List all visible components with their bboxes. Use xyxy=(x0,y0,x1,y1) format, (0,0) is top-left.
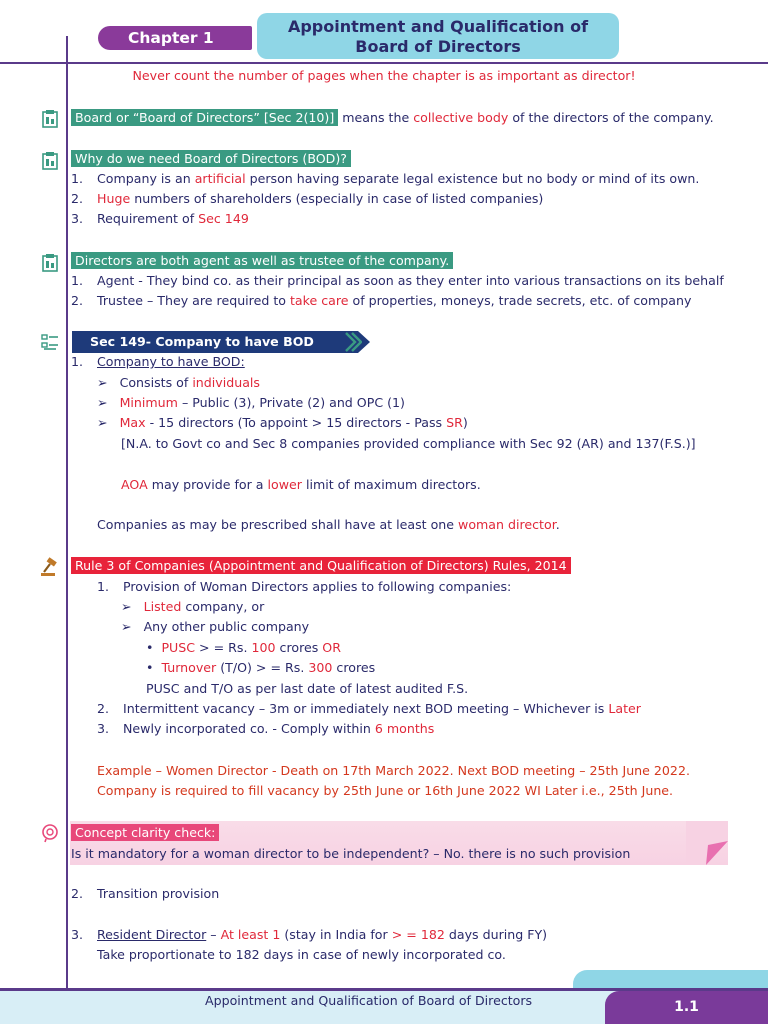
title-line-2: Board of Directors xyxy=(355,37,521,56)
text-red: lower xyxy=(267,477,302,492)
text-red: Later xyxy=(608,701,641,716)
list-item xyxy=(71,353,245,371)
text: of the directors of the company. xyxy=(508,110,714,125)
agent-trustee-highlight: Directors are both agent as well as trustee of the company. xyxy=(71,252,453,269)
text: crores xyxy=(332,660,376,675)
list-item xyxy=(71,292,691,310)
text: Newly incorporated co. - Comply within xyxy=(123,721,375,736)
arrow-bullet-icon: ➢ xyxy=(121,619,144,634)
bullet-item xyxy=(97,394,405,412)
aoa-text xyxy=(121,476,481,494)
text-red: individuals xyxy=(192,375,260,390)
list-item xyxy=(71,885,219,903)
concept-text: Is it mandatory for a woman director to be independent? – No. there is no such provision xyxy=(71,846,631,861)
text: of properties, moneys, trade secrets, etc. of company xyxy=(348,293,692,308)
text: Requirement of xyxy=(97,211,199,226)
section-heading xyxy=(71,150,351,168)
text-red: collective body xyxy=(413,110,509,125)
list-num: 1. xyxy=(71,171,84,186)
clipboard-icon xyxy=(40,150,60,170)
text-red: At least 1 xyxy=(220,927,281,942)
text: (stay in India for xyxy=(280,927,392,942)
bullet-item xyxy=(121,618,309,636)
brain-icon xyxy=(40,823,60,843)
text: limit of maximum directors. xyxy=(301,477,481,492)
arrow-bullet-icon: ➢ xyxy=(97,395,120,410)
section-heading xyxy=(71,824,219,842)
item-label: Company to have BOD: xyxy=(97,354,245,369)
text-red: 6 months xyxy=(374,721,435,736)
list-num: 3. xyxy=(71,211,84,226)
note-text: [N.A. to Govt co and Sec 8 companies provided compliance with Sec 92 (AR) and 137(F.S.)] xyxy=(121,436,696,451)
bullet-item xyxy=(97,414,468,432)
example-line-1: Example – Women Director - Death on 17th March 2022. Next BOD meeting – 25th June 2022. xyxy=(97,763,690,778)
chapter-tab xyxy=(98,26,252,50)
text: Transition provision xyxy=(97,886,220,901)
text-red: 100 xyxy=(251,640,276,655)
text: company, or xyxy=(181,599,265,614)
text-red: Huge xyxy=(97,191,131,206)
text-red: Turnover xyxy=(161,660,217,675)
text: ) xyxy=(462,415,468,430)
text-red: > = 182 xyxy=(391,927,445,942)
dot-item xyxy=(146,659,375,677)
text: Companies as may be prescribed shall have at least one xyxy=(97,517,459,532)
list-num: 1. xyxy=(71,354,84,369)
text: – Public (3), Private (2) and OPC (1) xyxy=(177,395,405,410)
text-red: 300 xyxy=(308,660,333,675)
text: may provide for a xyxy=(147,477,268,492)
text: Any other public company xyxy=(143,619,310,634)
clipboard-icon xyxy=(40,252,60,272)
text-red: artificial xyxy=(194,171,246,186)
dot-bullet-icon: • xyxy=(146,660,162,675)
page-title xyxy=(257,13,619,59)
list-item xyxy=(71,190,543,208)
text-red: Minimum xyxy=(119,395,178,410)
section-heading xyxy=(71,557,571,575)
text-red: Listed xyxy=(143,599,182,614)
list-item xyxy=(97,578,511,596)
text: - 15 directors (To appoint > 15 directors - Pass xyxy=(145,415,447,430)
concept-highlight: Concept clarity check: xyxy=(71,824,219,841)
text: Intermittent vacancy – 3m or immediately next BOD meeting – Whichever is xyxy=(123,701,609,716)
page-curl-icon xyxy=(686,821,728,865)
text: means the xyxy=(338,110,414,125)
sec149-banner xyxy=(72,331,358,353)
text: Agent - They bind co. as their principal as soon as they enter into various transactions on its behalf xyxy=(97,273,724,288)
gavel-icon xyxy=(40,557,60,577)
text-red: AOA xyxy=(121,477,148,492)
list-num: 3. xyxy=(71,927,84,942)
list-num: 1. xyxy=(71,273,84,288)
rule3-highlight: Rule 3 of Companies (Appointment and Qualification of Directors) Rules, 2014 xyxy=(71,557,571,574)
woman-director-text xyxy=(97,516,560,534)
text: person having separate legal existence but no body or mind of its own. xyxy=(245,171,700,186)
text: . xyxy=(555,517,560,532)
text: Company is an xyxy=(97,171,195,186)
text: (T/O) > = Rs. xyxy=(216,660,309,675)
arrow-bullet-icon: ➢ xyxy=(97,415,120,430)
text-red: PUSC xyxy=(161,640,196,655)
list-num: 3. xyxy=(97,721,110,736)
text-red: SR xyxy=(446,415,463,430)
pusc-note: PUSC and T/O as per last date of latest audited F.S. xyxy=(146,681,469,696)
text: Consists of xyxy=(119,375,193,390)
header-rule xyxy=(0,62,768,64)
example-line-2: Company is required to fill vacancy by 25th June or 16th June 2022 WI Later i.e., 25th June. xyxy=(97,783,674,798)
text: Trustee – They are required to xyxy=(97,293,290,308)
tagline: Never count the number of pages when the chapter is as important as director! xyxy=(132,68,636,83)
section-heading xyxy=(71,252,453,270)
title-line-1: Appointment and Qualification of xyxy=(287,17,589,36)
arrow-bullet-icon: ➢ xyxy=(121,599,144,614)
list-num: 2. xyxy=(71,293,84,308)
list-item xyxy=(71,272,724,290)
text: – xyxy=(206,927,221,942)
margin-rule xyxy=(66,36,68,991)
list-num: 2. xyxy=(97,701,110,716)
text: days during FY) xyxy=(444,927,548,942)
sec149-banner-text: Sec 149- Company to have BOD xyxy=(90,334,314,349)
list-item xyxy=(71,926,547,944)
item-label: Resident Director xyxy=(97,927,207,942)
dot-bullet-icon: • xyxy=(146,640,162,655)
text: crores xyxy=(275,640,323,655)
list-item xyxy=(71,210,249,228)
board-definition xyxy=(71,109,714,127)
page-number: 1.1 xyxy=(605,991,768,1024)
list-item xyxy=(97,720,434,738)
text-red: Sec 149 xyxy=(198,211,249,226)
dot-item xyxy=(146,639,341,657)
why-bod-highlight: Why do we need Board of Directors (BOD)? xyxy=(71,150,351,167)
bullet-item xyxy=(121,598,264,616)
footer-title: Appointment and Qualification of Board of Directors xyxy=(205,993,533,1008)
list-num: 2. xyxy=(71,886,84,901)
text: numbers of shareholders (especially in case of listed companies) xyxy=(130,191,544,206)
list-icon xyxy=(40,332,60,352)
board-definition-highlight: Board or “Board of Directors” [Sec 2(10)] xyxy=(71,109,338,126)
text: > = Rs. xyxy=(195,640,252,655)
text-red: take care xyxy=(289,293,349,308)
text-red: OR xyxy=(322,640,341,655)
chevron-right-icon xyxy=(344,331,362,353)
arrow-bullet-icon: ➢ xyxy=(97,375,120,390)
list-num: 2. xyxy=(71,191,84,206)
text-red: woman director xyxy=(458,517,556,532)
list-item xyxy=(97,700,641,718)
text: Provision of Woman Directors applies to following companies: xyxy=(123,579,512,594)
clipboard-icon xyxy=(40,108,60,128)
chapter-label: Chapter 1 xyxy=(128,29,214,47)
text-red: Max xyxy=(119,415,146,430)
list-num: 1. xyxy=(97,579,110,594)
list-item xyxy=(71,170,699,188)
bullet-item xyxy=(97,374,260,392)
resident-note: Take proportionate to 182 days in case of newly incorporated co. xyxy=(97,947,506,962)
